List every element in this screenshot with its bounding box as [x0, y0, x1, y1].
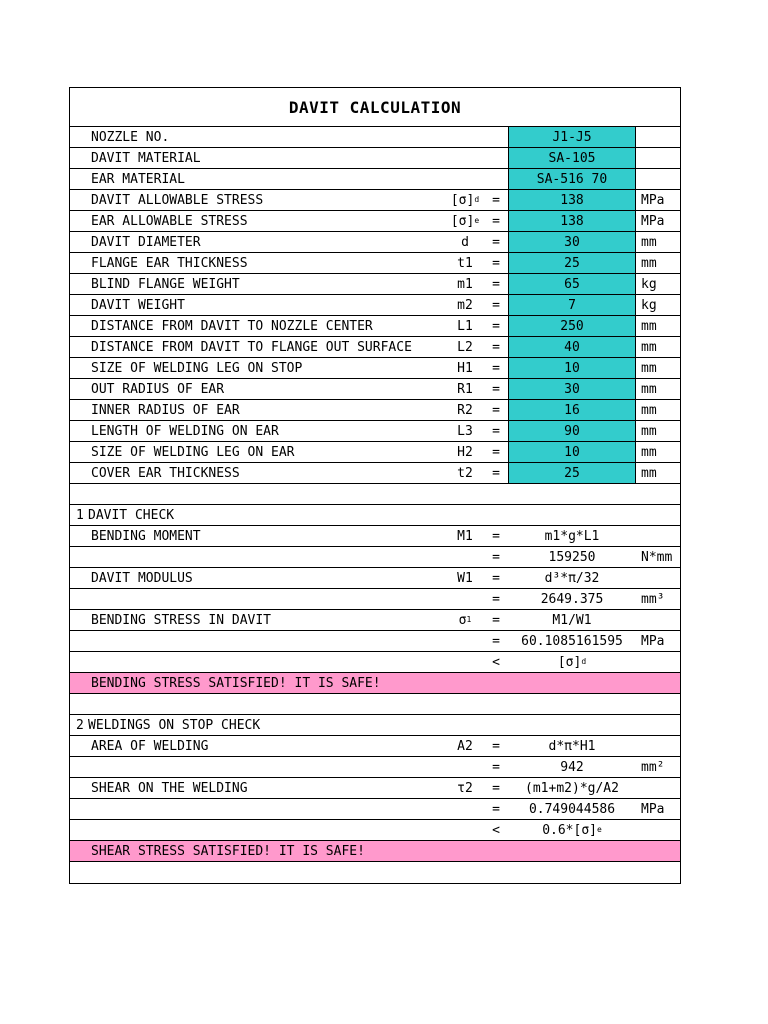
input-value-cell[interactable]: SA-516 70 [508, 169, 636, 189]
row-unit: mm³ [641, 591, 665, 607]
row-label: INNER RADIUS OF EAR [91, 402, 240, 418]
row-operator: = [492, 297, 500, 313]
sheet-title: DAVIT CALCULATION [70, 88, 680, 127]
row-value: 942 [560, 759, 584, 775]
row-operator: = [492, 192, 500, 208]
row-label: AREA OF WELDING [91, 738, 209, 754]
input-value-cell[interactable]: 10 [508, 442, 636, 462]
row-label: BENDING STRESS SATISFIED! IT IS SAFE! [91, 675, 381, 691]
input-row [70, 295, 680, 316]
row-value: M1/W1 [552, 612, 592, 628]
row-symbol: A2 [457, 738, 473, 754]
calc-row [70, 799, 680, 820]
row-label: EAR MATERIAL [91, 171, 185, 187]
section-number: 2 [76, 717, 84, 733]
input-row [70, 211, 680, 232]
calc-row [70, 631, 680, 652]
row-unit: mm [641, 402, 657, 418]
row-label: DISTANCE FROM DAVIT TO NOZZLE CENTER [91, 318, 373, 334]
row-value: (m1+m2)*g/A2 [525, 780, 619, 796]
row-operator: = [492, 612, 500, 628]
row-unit: MPa [641, 801, 665, 817]
row-symbol: σ 1 [458, 612, 472, 628]
input-value-cell[interactable]: 25 [508, 253, 636, 273]
input-value-cell[interactable]: 7 [508, 295, 636, 315]
row-unit: MPa [641, 192, 665, 208]
row-operator: = [492, 528, 500, 544]
input-row [70, 232, 680, 253]
calc-row [70, 589, 680, 610]
row-label: DAVIT ALLOWABLE STRESS [91, 192, 264, 208]
row-symbol: R1 [457, 381, 473, 397]
row-label: SHEAR STRESS SATISFIED! IT IS SAFE! [91, 843, 365, 859]
row-label: WELDINGS ON STOP CHECK [88, 717, 261, 733]
row-symbol: L3 [457, 423, 473, 439]
blank-row [70, 484, 680, 505]
input-value-cell[interactable]: J1-J5 [508, 127, 636, 147]
section-number: 1 [76, 507, 84, 523]
row-operator: = [492, 591, 500, 607]
calc-row [70, 547, 680, 568]
row-value: m1*g*L1 [544, 528, 600, 544]
sheet-rows [70, 127, 680, 883]
blank-row [70, 862, 680, 883]
input-value-cell[interactable]: 25 [508, 463, 636, 483]
row-unit: MPa [641, 633, 665, 649]
row-operator: = [492, 738, 500, 754]
row-unit: mm [641, 360, 657, 376]
row-symbol: R2 [457, 402, 473, 418]
row-symbol: L1 [457, 318, 473, 334]
row-symbol: [σ] d [450, 192, 480, 208]
row-symbol: L2 [457, 339, 473, 355]
row-unit: mm [641, 465, 657, 481]
row-unit: mm [641, 255, 657, 271]
input-row [70, 463, 680, 484]
calculation-sheet [69, 87, 681, 884]
row-unit: kg [641, 297, 657, 313]
row-symbol: t1 [457, 255, 473, 271]
row-operator: = [492, 759, 500, 775]
row-operator: = [492, 255, 500, 271]
row-operator: = [492, 360, 500, 376]
row-symbol: t2 [457, 465, 473, 481]
calc-row [70, 736, 680, 757]
input-row [70, 169, 680, 190]
input-value-cell[interactable]: 138 [508, 211, 636, 231]
row-operator: = [492, 633, 500, 649]
input-row [70, 379, 680, 400]
row-symbol: M1 [457, 528, 473, 544]
row-label: BENDING STRESS IN DAVIT [91, 612, 272, 628]
row-label: DAVIT MATERIAL [91, 150, 201, 166]
row-operator: = [492, 318, 500, 334]
row-operator: = [492, 213, 500, 229]
row-unit: mm [641, 339, 657, 355]
row-symbol: [σ] e [450, 213, 480, 229]
input-value-cell[interactable]: SA-105 [508, 148, 636, 168]
row-operator: = [492, 465, 500, 481]
input-row [70, 316, 680, 337]
row-symbol: W1 [457, 570, 473, 586]
calc-row [70, 778, 680, 799]
row-unit: MPa [641, 213, 665, 229]
input-value-cell[interactable]: 16 [508, 400, 636, 420]
row-label: NOZZLE NO. [91, 129, 170, 145]
row-unit: mm [641, 381, 657, 397]
input-row [70, 253, 680, 274]
section-heading [70, 715, 680, 736]
row-unit: mm [641, 444, 657, 460]
row-unit: kg [641, 276, 657, 292]
calc-row [70, 526, 680, 547]
row-operator: = [492, 381, 500, 397]
row-label: DAVIT CHECK [88, 507, 175, 523]
row-operator: = [492, 339, 500, 355]
calc-row [70, 568, 680, 589]
row-label: SIZE OF WELDING LEG ON EAR [91, 444, 295, 460]
row-operator: = [492, 801, 500, 817]
input-row [70, 127, 680, 148]
row-value: [σ] d [557, 654, 587, 670]
row-symbol: H2 [457, 444, 473, 460]
row-unit: mm² [641, 759, 665, 775]
input-row [70, 358, 680, 379]
row-label: OUT RADIUS OF EAR [91, 381, 225, 397]
row-label: DAVIT MODULUS [91, 570, 193, 586]
row-operator: = [492, 423, 500, 439]
input-row [70, 148, 680, 169]
row-operator: = [492, 276, 500, 292]
input-value-cell[interactable]: 30 [508, 232, 636, 252]
row-value: 2649.375 [540, 591, 604, 607]
result-banner [70, 673, 680, 694]
row-symbol: τ2 [457, 780, 473, 796]
input-row [70, 274, 680, 295]
row-unit: N*mm [641, 549, 673, 565]
row-label: SHEAR ON THE WELDING [91, 780, 248, 796]
row-symbol: d [461, 234, 469, 250]
calc-row [70, 652, 680, 673]
row-operator: = [492, 549, 500, 565]
row-symbol: m2 [457, 297, 473, 313]
row-unit: mm [641, 423, 657, 439]
row-operator: = [492, 444, 500, 460]
row-label: DAVIT WEIGHT [91, 297, 185, 313]
result-banner [70, 841, 680, 862]
row-label: BENDING MOMENT [91, 528, 201, 544]
input-row [70, 400, 680, 421]
row-label: SIZE OF WELDING LEG ON STOP [91, 360, 303, 376]
section-heading [70, 505, 680, 526]
input-value-cell[interactable]: 138 [508, 190, 636, 210]
row-value: d*π*H1 [548, 738, 596, 754]
input-row [70, 442, 680, 463]
input-row [70, 421, 680, 442]
calc-row [70, 820, 680, 841]
row-label: FLANGE EAR THICKNESS [91, 255, 248, 271]
row-label: BLIND FLANGE WEIGHT [91, 276, 240, 292]
row-value: 0.6*[σ] e [542, 822, 602, 838]
input-value-cell[interactable]: 90 [508, 421, 636, 441]
row-label: EAR ALLOWABLE STRESS [91, 213, 248, 229]
row-label: LENGTH OF WELDING ON EAR [91, 423, 279, 439]
row-label: DAVIT DIAMETER [91, 234, 201, 250]
input-value-cell[interactable]: 30 [508, 379, 636, 399]
row-value: 159250 [548, 549, 596, 565]
row-operator: < [492, 654, 500, 670]
row-unit: mm [641, 234, 657, 250]
calc-row [70, 757, 680, 778]
row-symbol: H1 [457, 360, 473, 376]
row-operator: = [492, 570, 500, 586]
input-value-cell[interactable]: 250 [508, 316, 636, 336]
calc-row [70, 610, 680, 631]
row-operator: < [492, 822, 500, 838]
blank-row [70, 694, 680, 715]
row-operator: = [492, 402, 500, 418]
input-row [70, 190, 680, 211]
row-label: COVER EAR THICKNESS [91, 465, 240, 481]
row-operator: = [492, 234, 500, 250]
row-label: DISTANCE FROM DAVIT TO FLANGE OUT SURFACE [91, 339, 412, 355]
row-symbol: m1 [457, 276, 473, 292]
input-row [70, 337, 680, 358]
input-value-cell[interactable]: 40 [508, 337, 636, 357]
input-value-cell[interactable]: 10 [508, 358, 636, 378]
row-unit: mm [641, 318, 657, 334]
row-operator: = [492, 780, 500, 796]
row-value: 60.1085161595 [521, 633, 623, 649]
row-value: 0.749044586 [528, 801, 616, 817]
input-value-cell[interactable]: 65 [508, 274, 636, 294]
row-value: d³*π/32 [544, 570, 600, 586]
